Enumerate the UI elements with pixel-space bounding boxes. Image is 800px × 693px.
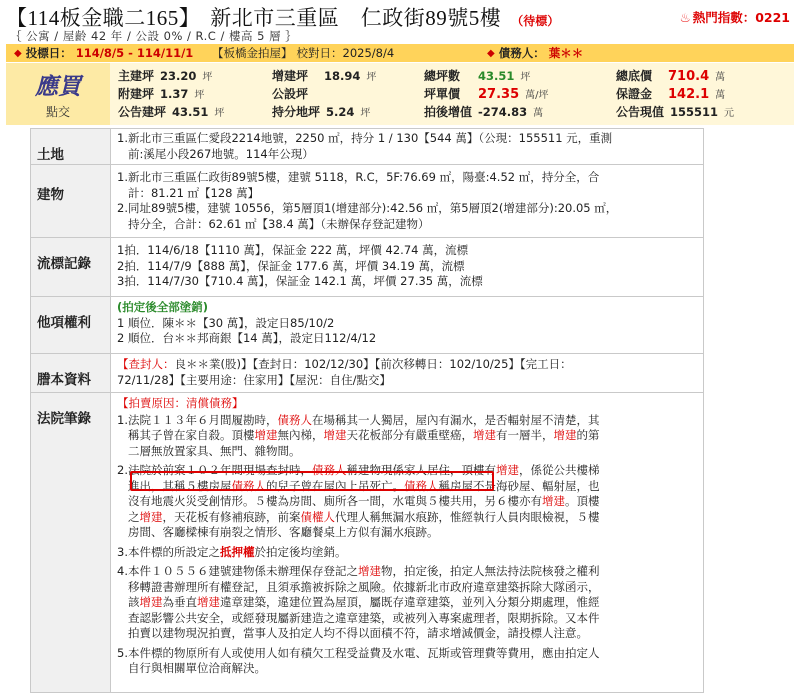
row-label: 他項權利 — [31, 297, 111, 353]
hot-value: 0221 — [755, 10, 790, 25]
row-transcript: 謄本資料 【查封人：良＊＊業(股)】【查封日：102/12/30】【前次移轉日：102/10/25】【完工日： 72/11/28】【主要用途：住家用】【屋況：自住/點交】 — [30, 354, 704, 393]
title-row — [6, 2, 559, 28]
property-summary: ｛ 公寓 / 屋齡 42 年 / 公設 0% / R.C / 樓高 5 層 ｝ — [10, 29, 298, 43]
land-area: 持分地坪 5.24 坪 — [272, 105, 371, 119]
status-badge: （待標） — [511, 14, 560, 28]
auction-info-band — [6, 44, 794, 62]
row-label: 建物 — [31, 165, 111, 237]
annex-area: 附建坪 1.37 坪 — [118, 87, 205, 101]
details-table — [30, 128, 704, 693]
diamond-icon: ◆ — [487, 47, 495, 59]
property-address: 新北市三重區 仁政街89號5樓 — [210, 6, 502, 30]
hot-label: 熱門指數： — [692, 10, 756, 25]
total-area: 總坪數 43.51 坪 — [424, 69, 531, 83]
row-label: 土地 — [31, 129, 111, 164]
row-label: 流標記錄 — [31, 238, 111, 296]
checked-date: 校對日：2025/8/4 — [296, 46, 395, 60]
hot-index — [679, 8, 790, 26]
diamond-icon: ◆ — [14, 47, 22, 59]
bid-period: ◆ 投標日： 114/8/5 - 114/11/1 — [14, 46, 194, 60]
fire-icon: ♨ — [679, 10, 691, 25]
highlighted-sentence: 其稱５樓房屋債務人的兒子曾在屋內上吊死亡。 — [162, 478, 404, 493]
main-area: 主建坪 23.20 坪 — [118, 69, 213, 83]
bid-period-value: 114/8/5 - 114/11/1 — [75, 46, 194, 60]
public-area: 公告建坪 43.51 坪 — [118, 105, 225, 119]
unit-price: 坪單價 27.35 萬/坪 — [424, 87, 549, 102]
debtor-name: 葉＊＊ — [548, 46, 584, 60]
row-rights: 他項權利 (拍定後全部塗銷) 1 順位．陳＊＊【30 萬】，設定日85/10/2 2 順位．台＊＊邦商銀【14 萬】，設定日112/4/12 — [30, 297, 704, 354]
purchase-type-badge: 應買 點交 — [6, 63, 110, 125]
case-number: 【114板金職二165】 — [6, 6, 201, 30]
price-grid — [6, 63, 794, 125]
current-value: 公告現值 155511 元 — [616, 105, 735, 119]
after-value: 拍後增值 -274.83 萬 — [424, 105, 544, 119]
court-info — [204, 45, 479, 61]
row-land: 土地 1.新北市三重區仁愛段2214地號，2250 ㎡，持分 1 / 130【544 萬】（公現：155511 元，重測 前:溪尾小段267地號。114年公現） — [30, 129, 704, 165]
base-price: 總底價 710.4 萬 — [616, 69, 726, 84]
deposit: 保證金 142.1 萬 — [616, 87, 726, 102]
common-area: 公設坪 — [272, 87, 309, 101]
red-highlight-box — [130, 471, 494, 491]
row-history: 流標記錄 1拍．114/6/18【1110 萬】，保証金 222 萬，坪價 42.74 萬，流標 2拍．114/7/9【888 萬】，保証金 177.6 萬，坪價 34.19 萬，流標 3拍．114/7/30【710.4 萬】，保証金 142.1 萬，坪價 27.35 萬，流標 — [30, 238, 704, 297]
row-court-notes: 法院筆錄 【拍賣原因：清償債務】 1.法院１１３年６月間履勘時，債務人在場稱其一人獨居，屋內有漏水，是否輻射屋不清楚，其 稱其子曾在家自殺。頂樓增建無內梯，增建天花板部分有嚴重壁癌，增建有一層半，增建的第 二層無放置家具、無門、雜物間。 2.法院於前案１０２年間現場查封時，債務人稱建物現係家人居住，頂樓有增建，係從公共樓梯 進出，其稱５樓房屋債務人的兒子曾在屋內上吊死亡。債務人稱房屋不是海砂屋、輻射屋，也 沒有地震火災受創情形。５樓為房間、廁所各一間，水電與５樓共用，另６樓亦有增建。頂樓 之增建，天花板有修補痕跡，前案債權人代理人稱無漏水痕跡，惟經執行人員肉眼檢視，５樓 房間、客廳樑棟有崩裂之情形、客廳餐桌上方似有漏水痕跡。 3.本件標的所設定之抵押權於拍定後均塗銷。 4.本件１０５５６建號建物係未辦理保存登記之增建物，拍定後，拍定人無法持法院核發之權利 移轉證書辦理所有權登記，且須承擔被拆除之風險。依據新北市政府違章建築拆除大隊函示， 該增建為垂直增建違章建築，違建位置為屋頂，屬既存違章建築，並列入分類分期處理，惟經 查認影響公共安全，或經發現屬新建造之違章建築，或被列入專案處理者，限期拆除。又本件 拍賣以建物現況拍賣，當事人及拍定人均不得以面積不符，請求增減價金，請投標人注意。 5.本件標的物原所有人或使用人如有積欠工程受益費及水電、瓦斯或管理費等費用，應由拍定人 自行與相關單位洽商解決。 — [30, 393, 704, 693]
row-building: 建物 1.新北市三重區仁政街89號5樓，建號 5118，R.C，5F:76.69 ㎡，陽臺:4.52 ㎡，持分全，合 計：81.21 ㎡【128 萬】 2.同址89號5樓，建號 10556，第5層頂1(增建部分):42.56 ㎡，第5層頂2(增建部分):20.05 ㎡， 持分全，合計：62.61 ㎡【38.4 萬】（未辦保存登記建物） — [30, 165, 704, 238]
row-label: 法院筆錄 — [31, 393, 111, 692]
debtor-info: ◆ 債務人： 葉＊＊ — [487, 46, 584, 60]
added-area: 增建坪 18.94 坪 — [272, 69, 377, 83]
row-label: 謄本資料 — [31, 354, 111, 392]
court-name: 【板橋金拍屋】 — [212, 46, 293, 60]
